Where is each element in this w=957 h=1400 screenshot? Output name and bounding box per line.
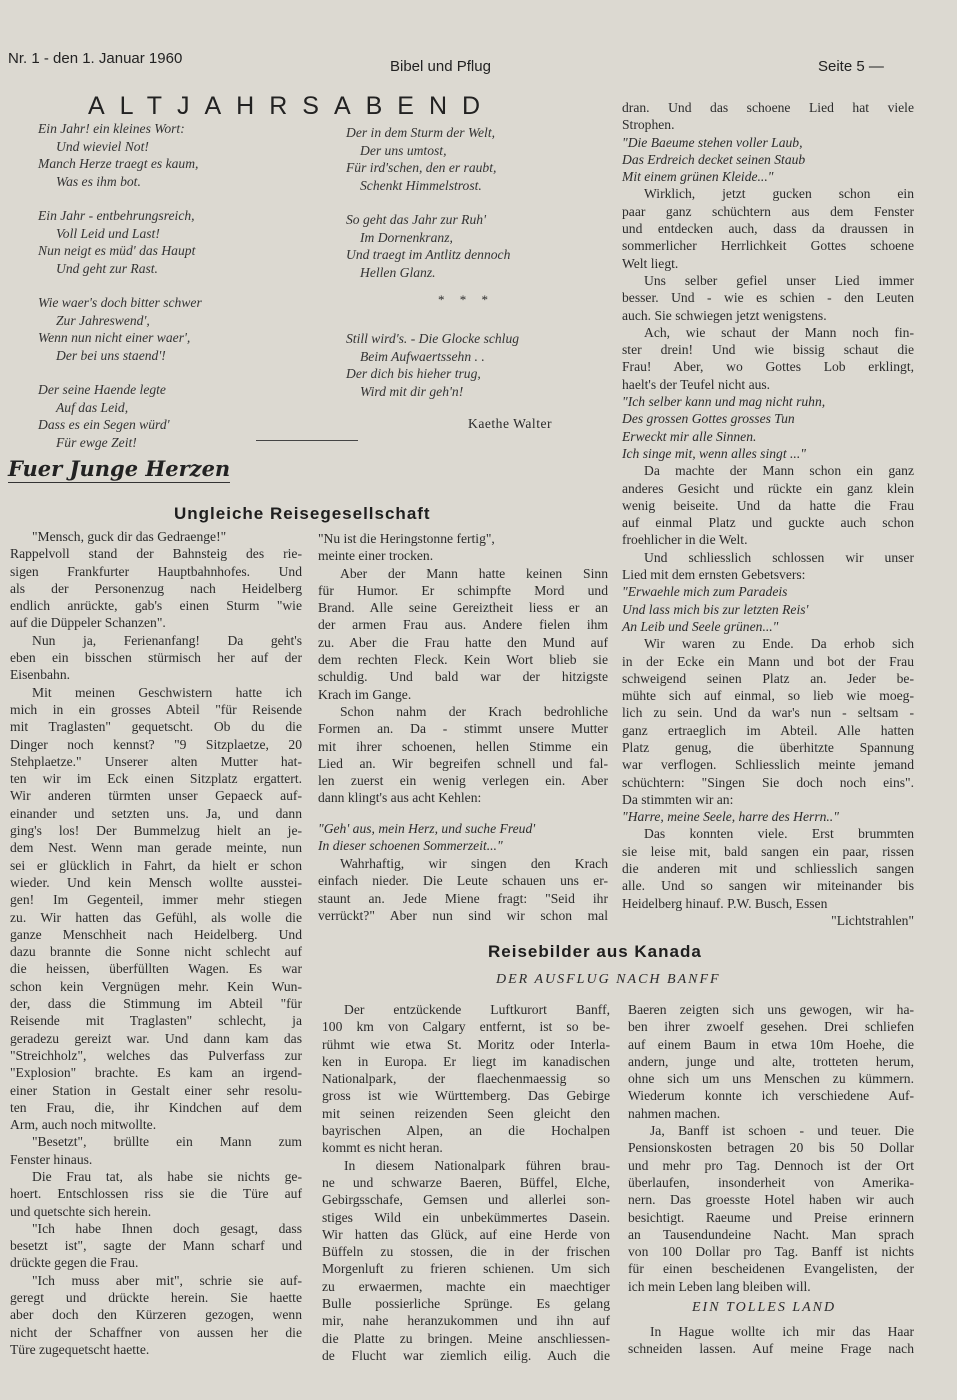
poem-stanza	[38, 207, 202, 277]
text-line: andern, junge und alte, trotteten herum,	[628, 1053, 914, 1069]
text-line: dran. Und das schoene Lied hat viele	[622, 100, 914, 115]
text-line: mir, nahe heranzukommen und ihn auf	[322, 1313, 610, 1329]
text-line: Da machte der Mann schon ein ganz	[644, 463, 914, 479]
text-line: wenig beiseite. Und da hatte die Frau	[622, 497, 914, 513]
text-line: auf die Düppeler Schanzen".	[10, 615, 166, 631]
text-line: auf einem Baum in etwa 10m Hoehe, die	[628, 1036, 914, 1052]
text-line: schüchtern: "Singen Sie doch noch eins".	[622, 774, 914, 790]
text-line: und entdecken auch, dass da draussen in	[622, 221, 914, 237]
text-line: kommt es nicht heran.	[322, 1140, 443, 1156]
text-line: in der Ecke ein Mann und bot der Frau	[622, 653, 914, 669]
poem-author: Kaethe Walter	[468, 416, 553, 431]
text-line: sei er glücklich in Fahrt, da hielt er schon	[10, 857, 302, 873]
text-line: zu. Aber die Frau hatte den Mund auf	[318, 634, 608, 650]
text-line: besichtigt. Raeume und Preise erinnern	[628, 1209, 914, 1225]
text-line: de Flucht war ziemlich eilig. Auch die	[322, 1347, 610, 1363]
text-line: Wahrhaftig, wir singen den Krach	[340, 856, 608, 871]
text-line: "Streichholz", welches das Pulverfass zur	[10, 1047, 302, 1063]
text-line: sigen Frankfurter Hauptbahnhofes. Und	[10, 563, 302, 579]
text-line: Wir anderen türmten unser Gepaeck auf-	[10, 788, 302, 804]
text-line: Eisenbahn.	[10, 667, 71, 683]
text-line: Lied an. Wir begreifen schnell und fal-	[318, 755, 608, 771]
text-line: schweigend seinen Platz an. Jeder be-	[622, 670, 914, 686]
article2-subtitle: DER AUSFLUG NACH BANFF	[496, 972, 721, 987]
text-line: ich mein Leben lang bleiben will.	[628, 1278, 811, 1294]
text-line: Gebirgsschafe, Gemsen und allerlei son-	[322, 1192, 610, 1208]
text-line: als der Personenzug nach Heidelberg	[10, 580, 302, 596]
text-line: Büffeln zu stossen, die in der frischen	[322, 1244, 610, 1260]
text-line: mit seinen reizenden Seen gleicht den	[322, 1105, 610, 1121]
text-line: "Ich habe Ihnen doch gesagt, dass	[32, 1220, 302, 1236]
text-line: die anderen mit und schliesslich sangen	[622, 861, 914, 877]
text-line: Mit einem grünen Kleide..."	[622, 169, 774, 185]
text-line: 100 km von Calgary entfernt, ist so be-	[322, 1019, 610, 1035]
text-line: Nationalpark, der flaechenmaessig so	[322, 1071, 610, 1087]
poem-line: Der in dem Sturm der Welt,	[346, 125, 496, 140]
text-line: besser. Und - wie es schien - den Leuten	[622, 290, 914, 306]
text-line: nahmen machen.	[628, 1105, 721, 1121]
poem-line: Zur Jahreswend',	[56, 312, 150, 328]
poem-line: Der uns umtost,	[360, 142, 447, 158]
text-line: rühmt wie etwa St. Moritz oder Interla-	[322, 1036, 610, 1052]
poem-line: Hellen Glanz.	[360, 264, 436, 280]
text-line: "Mensch, guck dir das Gedraenge!"	[32, 529, 227, 544]
article1-column-1	[10, 528, 302, 1358]
article1-column-2	[318, 530, 608, 807]
article2-subtitle-2: EIN TOLLES LAND	[692, 1300, 837, 1315]
text-line: Frau! Aber, wo Gottes Lob erklingt,	[622, 359, 914, 375]
text-line: hoert. Entschlossen riss sie die Türe auf	[10, 1186, 302, 1202]
text-line: Pensionskosten betragen 20 bis 50 Dollar	[628, 1140, 914, 1156]
text-line: Da stimmten wir an:	[622, 791, 734, 807]
poem-line: Dass es ein Segen würd'	[38, 417, 170, 432]
article2-column-3	[628, 1001, 914, 1295]
poem-title: ALTJAHRSABEND	[88, 92, 496, 120]
text-line: mit Traglasten" gequetscht. Ob du die	[10, 719, 302, 735]
article-title-kanada: Reisebilder aus Kanada	[488, 942, 702, 961]
section-label: Fuer Junge Herzen	[8, 456, 231, 481]
text-line: "Ich selber kann und mag nicht ruhn,	[622, 394, 826, 410]
text-line: einander und setzten uns. Ja, und dann	[10, 805, 302, 821]
text-line: gross ist wie Württemberg. Das Gebirge	[322, 1088, 610, 1104]
text-line: dann klingt's aus acht Kehlen:	[318, 790, 482, 806]
poem-line: Ein Jahr! ein kleines Wort:	[38, 121, 185, 136]
text-line: "Lichtstrahlen"	[831, 912, 914, 928]
text-line: überlaufen, insonderheit von Amerika-	[628, 1174, 914, 1190]
paper-name: Bibel und Pflug	[390, 58, 491, 75]
poem-right-column	[346, 124, 510, 298]
poem-line: Der seine Haende legte	[38, 382, 166, 397]
text-line: "Nu ist die Heringstonne fertig",	[318, 531, 495, 546]
text-line: Des grossen Gottes grosses Tun	[622, 411, 795, 427]
article1-song-verse	[318, 820, 608, 855]
text-line: ne und schwarze Baeren, Büffel, Elche,	[322, 1174, 610, 1190]
text-line: paar ganz schüchtern aus dem Fenster	[622, 203, 914, 219]
text-line: "Ich muss aber mit", schrie sie auf-	[32, 1272, 302, 1288]
text-line: nicht der Schaffner von aussen her die	[10, 1324, 302, 1340]
text-line: dem Nest. Wenn man gerade meinte, nun	[10, 840, 302, 856]
poem-line: Wie waer's doch bitter schwer	[38, 295, 202, 310]
text-line: Die Frau tat, als habe sie nichts ge-	[32, 1168, 302, 1184]
poem-line: Still wird's. - Die Glocke schlug	[346, 331, 520, 346]
divider-line	[256, 440, 358, 441]
text-line: "Harre, meine Seele, harre des Herrn.."	[622, 809, 839, 825]
text-line: Arm, auch noch mitwollte.	[10, 1117, 157, 1133]
text-line: Formen an. Da - stimmt unsere Mutter	[318, 721, 608, 737]
poem-line: Im Dornenkranz,	[360, 229, 453, 245]
text-line: sommerlicher Herrlichkeit Gottes schoene	[622, 238, 914, 254]
poem-stanza	[38, 381, 202, 451]
poem-line: Was es ihm bot.	[56, 173, 141, 189]
poem-line: Für ewge Zeit!	[56, 434, 137, 450]
text-line: Fenster hinaus.	[10, 1151, 93, 1167]
text-line: froehlicher in die Welt.	[622, 532, 748, 548]
text-line: für einen bescheidenen Evangelisten, der	[628, 1261, 914, 1277]
poem-line: Voll Leid und Last!	[56, 225, 160, 241]
text-line: Ach, wie schaut der Mann noch fin-	[644, 324, 914, 340]
poem-stanza	[346, 211, 510, 281]
poem-left-column	[38, 120, 202, 468]
poem-right-stanza-3	[346, 330, 519, 400]
text-line: Wir hatten das Glück, auf eine Herde von	[322, 1226, 610, 1242]
text-line: alle. Und so sangen wir miteinander bis	[622, 878, 914, 894]
poem-line: Wenn nun nicht einer waer',	[38, 330, 191, 345]
text-line: verrückt?" Aber nun sind wir schon mal	[318, 907, 608, 923]
text-line: Brand. Alle seine Gereiztheit liess er an	[318, 600, 608, 616]
poem-line: So geht das Jahr zur Ruh'	[346, 212, 486, 227]
text-line: anderes Gesicht und rückte ein ganz klein	[622, 480, 914, 496]
text-line: besetzt ist", sagte der Mann scharf und	[10, 1238, 302, 1254]
text-line: nern. Das groesste Hotel haben wir auch	[628, 1192, 914, 1208]
text-line: dem rechten Fleck. Kein Wort blieb sie	[318, 652, 608, 668]
poem-line: Für ird'schen, den er raubt,	[346, 160, 497, 175]
text-line: mühte sich auf einmal, so lieb wie moeg-	[622, 688, 914, 704]
text-line: zu. Wir hatten das Gefühl, als wolle die	[10, 909, 302, 925]
poem-line: Und traegt im Antlitz dennoch	[346, 247, 511, 262]
text-line: wieder. Und kein Mensch wollte ausstei-	[10, 874, 302, 890]
text-line: geregt und drückte herein. Sie haette	[10, 1290, 302, 1306]
text-line: der armen Frau aus. Andere fielen ihm	[318, 617, 608, 633]
text-line: schneiden lassen. Auf meine Frage nach	[628, 1341, 914, 1357]
poem-line: Beim Aufwaertssehn . .	[360, 348, 485, 364]
text-line: schuldig. Und bald war der hitzigste	[318, 669, 608, 685]
text-line: In dieser schoenen Sommerzeit..."	[318, 838, 503, 854]
text-line: ster drein! Und wie bissig schaut die	[622, 342, 914, 358]
text-line: Stehplaetze." Unserer alten Mutter hat-	[10, 753, 302, 769]
text-line: bayrischen Alpen, an die Hochalpen	[322, 1123, 610, 1139]
text-line: Reisende mit Traglasten" schlecht, ja	[10, 1013, 302, 1029]
text-line: Das Erdreich decket seinen Staub	[622, 151, 806, 167]
text-line: ganz ertraeglich im Abteil. Alle hatten	[622, 722, 914, 738]
text-line: Bulle possierliche Sprünge. Es gelang	[322, 1296, 610, 1312]
text-line: an Tausendundeine Nacht. Man sprach	[628, 1226, 914, 1242]
text-line: Ja, Banff ist schoen - und teuer. Die	[650, 1123, 914, 1139]
text-line: Dinger noch kennst? "9 Sitzplaetze, 20	[10, 736, 302, 752]
text-line: len zuerst ein wenig verlegen ein. Aber	[318, 773, 608, 789]
text-line: Wir waren zu Ende. Da erhob sich	[644, 636, 914, 652]
text-line: Der entzückende Luftkurort Banff,	[344, 1002, 610, 1017]
text-line: "Geh' aus, mein Herz, und suche Freud'	[318, 821, 536, 836]
text-line: einer Station in Gestalt einer sehr resolu-	[10, 1082, 302, 1098]
text-line: Morgenluft zu frieren schienen. Um sich	[322, 1261, 610, 1277]
text-line: einfach nieder. Die Leute schauen uns er-	[318, 873, 608, 889]
text-line: Und schliesslich schlossen wir unser	[644, 549, 914, 565]
article2-column-3-continued	[628, 1323, 914, 1358]
text-line: ging's los! Der Bummelzug hielt an je-	[10, 823, 302, 839]
text-line: dazu brannte die Sonne nicht schlecht auf	[10, 944, 302, 960]
text-line: Wirklich, jetzt gucken schon ein	[644, 186, 914, 202]
text-line: Rappelvoll stand der Bahnsteig des rie-	[10, 546, 302, 562]
article2-column-2	[322, 1001, 610, 1364]
article-title-reisegesellschaft: Ungleiche Reisegesellschaft	[174, 504, 431, 523]
text-line: auch. Sie schwiegen jetzt wenigstens.	[622, 307, 827, 323]
text-line: ganze Menschheit nach Heidelberg. Und	[10, 926, 302, 942]
text-line: für Humor. Er schimpfte Mord und	[318, 582, 608, 598]
poem-line: Und wieviel Not!	[56, 138, 149, 154]
text-line: meinte einer trocken.	[318, 548, 434, 564]
text-line: Welt liegt.	[622, 255, 679, 271]
poem-line: Der dich bis hieher trug,	[346, 366, 481, 381]
text-line: Mit meinen Geschwistern hatte ich	[32, 684, 302, 700]
text-line: lich zu sein. Und da war's nun - seltsam -	[622, 705, 914, 721]
poem-separator: * * *	[438, 292, 494, 307]
text-line: Das konnten viele. Erst brummten	[644, 826, 914, 842]
text-line: Lied mit dem ernsten Gebetsvers:	[622, 567, 806, 583]
text-line: Uns selber gefiel unser Lied immer	[644, 272, 914, 288]
text-line: und quetschte sich herein.	[10, 1203, 152, 1219]
text-line: aber doch den Kürzeren gezogen, wenn	[10, 1307, 302, 1323]
text-line: "Explosion" brachte. Es kam an irgend-	[10, 1065, 302, 1081]
text-line: In diesem Nationalpark führen brau-	[344, 1157, 610, 1173]
poem-stanza	[38, 120, 202, 190]
text-line: Schon nahm der Krach bedrohliche	[340, 703, 608, 719]
poem-line: Der bei uns staend'!	[56, 347, 166, 363]
text-line: Ich singe mit, wenn alles singt ..."	[622, 445, 806, 461]
text-line: stiges Wild ein unbekümmertes Dasein.	[322, 1209, 610, 1225]
text-line: ken in Europa. Er liegt im kanadischen	[322, 1053, 610, 1069]
text-line: "Erwaehle mich zum Paradeis	[622, 584, 788, 600]
text-line: An Leib und Seele grünen..."	[622, 618, 779, 634]
text-line: "Die Baeume stehen voller Laub,	[622, 134, 803, 150]
article1-column-2-end	[318, 855, 608, 924]
text-line: eben ein bisschen stürmisch her auf der	[10, 650, 302, 666]
text-line: schon kein Vergnügen mehr. Kein Wun-	[10, 978, 302, 994]
poem-stanza	[38, 294, 202, 364]
text-line: Baeren zeigten sich uns gewogen, wir ha-	[628, 1002, 914, 1017]
text-line: "Besetzt", brüllte ein Mann zum	[32, 1134, 302, 1150]
text-line: zu erwaermen, machte ein maechtiger	[322, 1278, 610, 1294]
text-line: ten Frau, die, ihr Kindchen auf dem	[10, 1099, 302, 1115]
text-line: auf einmal Platz und guckte auch schon	[622, 515, 914, 531]
text-line: Aber der Mann hatte keinen Sinn	[340, 565, 608, 581]
text-line: ohne sich um uns Menschen zu kümmern.	[628, 1071, 914, 1087]
poem-line: Nun neigt es müd' das Haupt	[38, 243, 196, 258]
text-line: und mehr pro Tag. Dennoch ist der Ort	[628, 1157, 914, 1173]
text-line: die heissen, überfüllten Wagen. Es war	[10, 961, 302, 977]
poem-line: Ein Jahr - entbehrungsreich,	[38, 208, 195, 223]
article1-column-3	[622, 99, 914, 929]
text-line: ten wir im Eck einen Sitzplatz ergattert.	[10, 771, 302, 787]
text-line: drückte gegen die Frau.	[10, 1255, 139, 1271]
text-line: geradezu gereizt war. Und dann kam das	[10, 1030, 302, 1046]
text-line: endlich anrückte, gab's einen Sturm "wie	[10, 598, 302, 614]
poem-line: Schenkt Himmelstrost.	[360, 177, 482, 193]
text-line: In Hague wollte ich mir das Haar	[650, 1324, 914, 1339]
text-line: Strophen.	[622, 117, 675, 133]
text-line: mit ihrer schoenen, hellen Stimme ein	[318, 738, 608, 754]
poem-line: Manch Herze traegt es kaum,	[38, 156, 199, 171]
text-line: ben ihrer zwoelf gesehen. Drei schliefen	[628, 1019, 914, 1035]
poem-line: Und geht zur Rast.	[56, 260, 158, 276]
poem-line: Wird mit dir geh'n!	[360, 383, 464, 399]
text-line: der, dass die Stimmung im Abteil "für	[10, 996, 302, 1012]
text-line: Heidelberg hinauf. P.W. Busch, Essen	[622, 895, 828, 911]
page-number: Seite 5 —	[818, 58, 884, 75]
text-line: die Platte zu bringen. Meine anschliessen-	[322, 1330, 610, 1346]
text-line: haelt's der Teufel nicht aus.	[622, 376, 771, 392]
poem-stanza	[346, 124, 510, 194]
text-line: Krach im Gange.	[318, 686, 412, 702]
text-line: Und lass mich bis zur letzten Reis'	[622, 601, 809, 617]
text-line: Wiederum konnte ich verschiedene Auf-	[628, 1088, 914, 1104]
text-line: von 100 Dollar pro Tag. Banff ist nichts	[628, 1244, 914, 1260]
text-line: staunt an. Jede Miene fragt: "Seid ihr	[318, 890, 608, 906]
text-line: Nun ja, Ferienanfang! Da geht's	[32, 632, 302, 648]
poem-line: Auf das Leid,	[56, 399, 129, 415]
text-line: Türe zugequetscht haette.	[10, 1341, 150, 1357]
issue-date: Nr. 1 - den 1. Januar 1960	[8, 50, 183, 67]
text-line: sie leise mit, bald sangen ein paar, rissen	[622, 843, 914, 859]
text-line: war verflogen. Schliesslich meinte jemand	[622, 757, 914, 773]
text-line: gen! Im Gegenteil, immer mehr stiegen	[10, 892, 302, 908]
text-line: Erweckt mir alle Sinnen.	[622, 428, 757, 444]
text-line: mich in ein grosses Abteil "für Reisende	[10, 701, 302, 717]
text-line: Platz genug, die überhitzte Spannung	[622, 739, 914, 755]
